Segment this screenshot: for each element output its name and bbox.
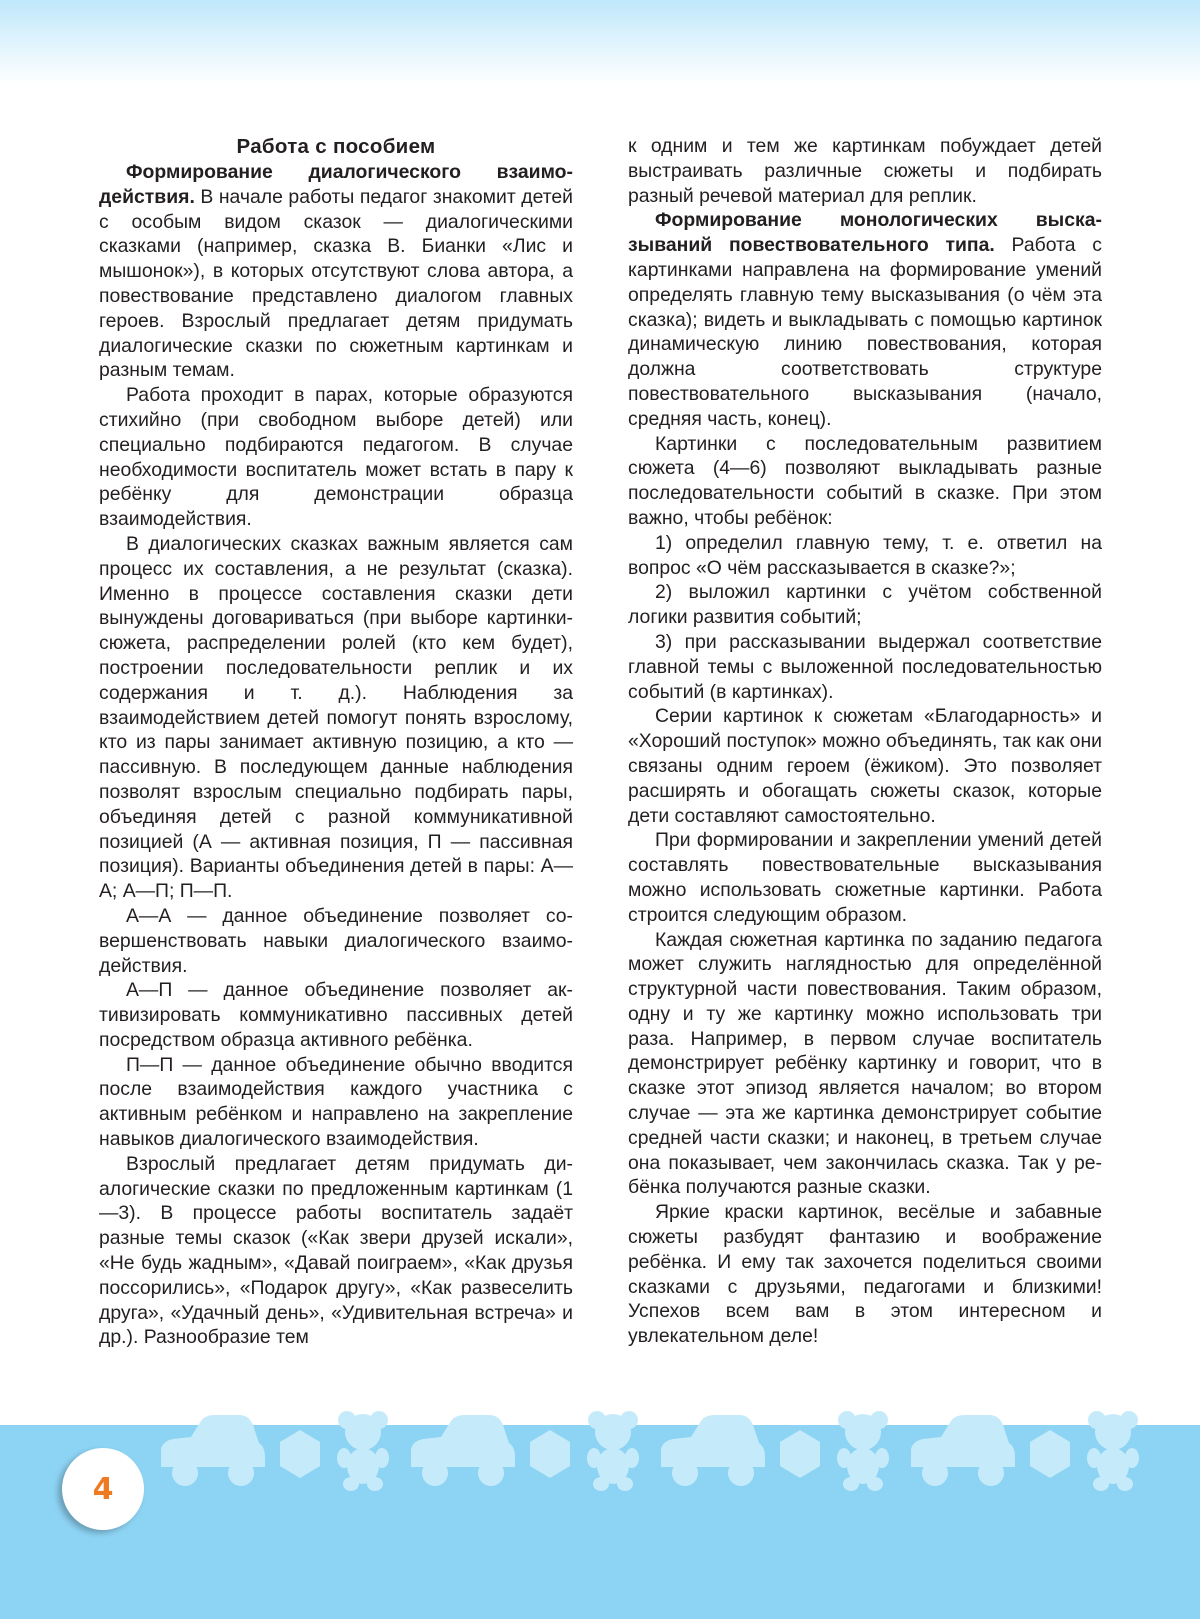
paragraph: А—А — данное объединение позволяет совершенствовать навыки диалогического взаимодействия. (99, 904, 573, 977)
paragraph: Серии картинок к сюжетам «Благодарность» и «Хороший поступок» можно объединять, так как они связаны одним героем (ёжиком). Это позволяет расширять и обогащать сюжеты сказок, которые дети составляют самостоятельно. (628, 705, 1102, 827)
paragraph: При формировании и закреплении умений детей составлять повествовательные высказывания можно использовать сюжетные картинки. Работа строится следующим образом. (628, 829, 1102, 926)
list-item: 1) определил главную тему, т. е. ответил на вопрос «О чём рассказывается в сказке?»; (628, 531, 1102, 579)
teddy-bear-icon (335, 1410, 391, 1492)
right-column (628, 134, 1102, 1349)
list-item: 3) при рассказывании выдержал соответствие главной темы с выложенной последовательностью событий (в картинках). (628, 630, 1102, 703)
paragraph: П—П — данное объединение обычно вводится после взаимодействия каждого участника с активным ребёнком и направлено на закрепление навыков диалогического взаимодействия. (99, 1053, 573, 1151)
top-gradient-band (0, 0, 1200, 85)
toy-car-icon (405, 1413, 517, 1487)
toy-car-icon (155, 1413, 267, 1487)
paragraph-text: Работа с картинками направлена на формирование умений определять главную тему высказывания (о чём эта сказка); видеть и выкладывать с помощью картинок динамическую линию повествования, которая должна соответствовать структуре повествовательного высказывания (начало, средняя часть, конец). (628, 234, 1102, 430)
list-item: 2) выложил картинки с учётом собственной логики развития событий; (628, 581, 1102, 629)
left-column (99, 134, 573, 1350)
toy-block-icon (778, 1428, 822, 1480)
paragraph-bold-lead: Формирование монологических высказываний повествовательного типа. (628, 209, 1102, 257)
paragraph (99, 160, 573, 383)
teddy-bear-icon (585, 1410, 641, 1492)
section-title: Работа с пособием (236, 135, 436, 158)
paragraph-continuation: к одним и тем же картинкам побуждает детей выстраивать различные сюжеты и подбирать разный речевой материал для реплик. (628, 135, 1102, 207)
paragraph-text: В начале работы педагог знакомит детей с особым видом сказок — диалогическими сказками (например, сказка В. Бианки «Лис и мышонок»), в которых отсутствуют слова автора, а повествование представлено диалогом главных героев. Взрослый предлагает детям придумать диалогические сказки по сюжетным картинкам и разным темам. (99, 185, 573, 382)
paragraph: А—П — данное объединение позволяет активизировать коммуникативно пассивных детей посредством образца активного ребёнка. (99, 979, 573, 1051)
page-number-badge (62, 1448, 144, 1530)
paragraph: Каждая сюжетная картинка по заданию педагога может служить наглядностью для определённой структурной части повествования. Таким образом, одну и ту же картинку можно использовать три раза. Например, в первом случае воспитатель демонстрирует ребёнку картинку и говорит, что в сказке этот эпизод является началом; во втором случае — эта же картинка демонстрирует событие средней части сказки; и наконец, в третьем случае она показывает, чем закончилась сказка. Так у ребёнка получаются разные сказки. (628, 928, 1102, 1199)
page-number: 4 (92, 1471, 114, 1507)
paragraph (628, 208, 1102, 431)
paragraph: Взрослый предлагает детям придумать диалогические сказки по предложенным картинкам (1—3). В процессе работы воспитатель задаёт разные темы сказок («Как звери друзей искали», «Не будь жадным», «Давай поиграем», «Как друзья поссорились», «Подарок другу», «Как развеселить друга», «Удачный день», «Удивительная встреча» и др.). Разнообразие тем (99, 1152, 573, 1349)
teddy-bear-icon (835, 1410, 891, 1492)
toy-car-icon (905, 1413, 1017, 1487)
paragraph-bold-lead: Формирование диалогического взаимодействия. (99, 161, 573, 208)
paragraph: В диалогических сказках важным является сам процесс их составления, а не результат (сказка). Именно в процессе составления сказки дети вынуждены договариваться (при выборе картинки-сюжета, распределении ролей (кто кем будет), построении последовательности реплик и их содержания и т. д.). Наблюдения за взаимодействием детей помогут понять взрослому, кто из пары занимает активную позицию, а кто — пассивную. В последующем данные наблюдения позволят взрослым специально подбирать пары, объединяя детей с разной коммуникативной позицией (А — активная позиция, П — пассивная позиция). Варианты объединения детей в пары: А—А; А—П; П—П. (99, 532, 573, 903)
toy-car-icon (655, 1413, 767, 1487)
toy-block-icon (1028, 1428, 1072, 1480)
paragraph: Яркие краски картинок, весёлые и забавные сюжеты разбудят фантазию и воображение ребёнка. И ему так захочется поделиться своими сказками с друзьями, педагогами и близкими! Успехов всем вам в этом интересном и увлекательном деле! (628, 1201, 1102, 1348)
teddy-bear-icon (1085, 1410, 1141, 1492)
paragraph: Работа проходит в парах, которые образуются стихийно (при свободном выборе детей) или специально подбираются педагогом. В случае необходимости воспитатель может встать в пару к ребёнку для демонстрации образца взаимодействия. (99, 384, 573, 531)
paragraph: Картинки с последовательным развитием сюжета (4—6) позволяют выкладывать разные последовательности событий в сказке. При этом важно, чтобы ребёнок: (628, 432, 1102, 529)
toy-block-icon (528, 1428, 572, 1480)
toy-block-icon (278, 1428, 322, 1480)
